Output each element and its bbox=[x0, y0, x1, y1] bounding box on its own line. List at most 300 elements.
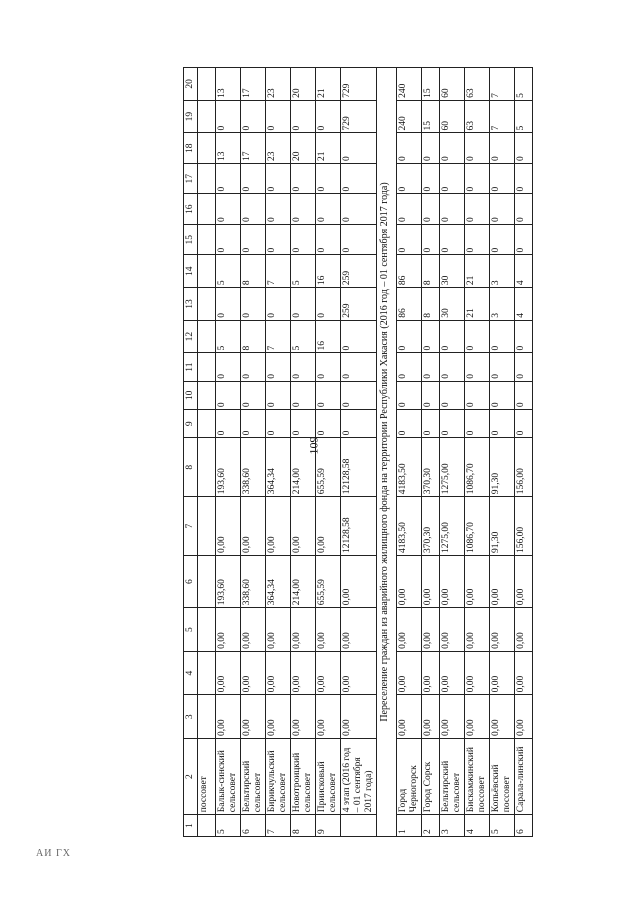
table-row bbox=[216, 68, 241, 837]
table-body bbox=[184, 68, 533, 837]
table-cell: 0,00 bbox=[397, 608, 422, 652]
table-cell: 0 bbox=[440, 194, 465, 224]
table-cell: 0 bbox=[440, 410, 465, 438]
table-cell: 338,60 bbox=[241, 438, 266, 497]
table-cell: 16 bbox=[316, 255, 341, 288]
table-row bbox=[490, 68, 515, 837]
table-cell bbox=[198, 320, 216, 353]
table-cell: 86 bbox=[397, 255, 422, 288]
table-cell: 0,00 bbox=[291, 651, 316, 695]
table-cell: 0,00 bbox=[465, 651, 490, 695]
table-cell bbox=[198, 100, 216, 133]
column-number-cell: 1 bbox=[184, 815, 198, 837]
table-cell bbox=[198, 815, 216, 837]
table-cell: 0 bbox=[422, 224, 440, 254]
table-cell: 0 bbox=[515, 224, 533, 254]
municipality-name-cell: Бирикчульский сельсовет bbox=[266, 738, 291, 814]
table-cell: 17 bbox=[241, 68, 266, 101]
table-cell: 0 bbox=[515, 353, 533, 381]
table-cell: 0 bbox=[341, 410, 377, 438]
table-cell: 156,00 bbox=[515, 438, 533, 497]
table-cell: 0 bbox=[216, 410, 241, 438]
table-cell: 5 bbox=[490, 815, 515, 837]
table-cell: 0,00 bbox=[490, 608, 515, 652]
table-cell: 6 bbox=[515, 815, 533, 837]
table-cell: 0,00 bbox=[465, 695, 490, 739]
column-number-cell: 19 bbox=[184, 100, 198, 133]
table-cell: 0,00 bbox=[216, 695, 241, 739]
rotated-table-container bbox=[183, 67, 533, 837]
table-cell: 0 bbox=[465, 381, 490, 409]
table-cell: 4 bbox=[515, 255, 533, 288]
table-cell: 3 bbox=[490, 288, 515, 321]
municipality-name-cell: 4 этап (2016 год – 01 сентября 2017 года) bbox=[341, 738, 377, 814]
table-cell: 0 bbox=[515, 163, 533, 193]
table-cell: 0,00 bbox=[291, 695, 316, 739]
table-cell: 259 bbox=[341, 255, 377, 288]
table-cell bbox=[341, 815, 377, 837]
table-cell: 0 bbox=[266, 381, 291, 409]
table-cell: 0 bbox=[422, 320, 440, 353]
table-cell: 0 bbox=[490, 353, 515, 381]
table-cell bbox=[198, 497, 216, 556]
table-cell: 655,59 bbox=[316, 438, 341, 497]
table-cell: 0 bbox=[341, 381, 377, 409]
table-cell: 0 bbox=[465, 194, 490, 224]
table-cell: 729 bbox=[341, 68, 377, 101]
section-title-row bbox=[377, 68, 397, 837]
table-cell: 0 bbox=[397, 163, 422, 193]
table-cell: 0 bbox=[422, 163, 440, 193]
table-cell: 1 bbox=[397, 815, 422, 837]
table-cell: 21 bbox=[465, 255, 490, 288]
table-cell: 0,00 bbox=[266, 608, 291, 652]
table-cell: 86 bbox=[397, 288, 422, 321]
table-cell: 0,00 bbox=[316, 651, 341, 695]
table-cell bbox=[198, 410, 216, 438]
table-cell: 8 bbox=[422, 288, 440, 321]
table-cell: 5 bbox=[291, 320, 316, 353]
table-cell: 0 bbox=[291, 288, 316, 321]
table-cell: 0,00 bbox=[266, 651, 291, 695]
page-number: 109 bbox=[306, 436, 321, 455]
table-cell: 5 bbox=[216, 320, 241, 353]
table-cell: 0,00 bbox=[490, 556, 515, 608]
table-cell: 0 bbox=[216, 224, 241, 254]
table-cell bbox=[198, 133, 216, 163]
table-cell: 1086,70 bbox=[465, 438, 490, 497]
table-cell: 23 bbox=[266, 68, 291, 101]
table-cell bbox=[198, 68, 216, 101]
column-number-cell: 6 bbox=[184, 556, 198, 608]
table-cell: 0 bbox=[216, 288, 241, 321]
table-cell: 0 bbox=[440, 353, 465, 381]
table-cell: 0 bbox=[241, 224, 266, 254]
table-cell: 0 bbox=[241, 194, 266, 224]
table-cell: 0,00 bbox=[465, 608, 490, 652]
table-cell: 0 bbox=[316, 381, 341, 409]
table-cell: 20 bbox=[291, 68, 316, 101]
table-cell: 0,00 bbox=[316, 608, 341, 652]
table-row bbox=[397, 68, 422, 837]
table-cell: 0 bbox=[490, 163, 515, 193]
table-cell: 21 bbox=[316, 68, 341, 101]
table-cell: 0 bbox=[266, 410, 291, 438]
table-cell: 0,00 bbox=[216, 608, 241, 652]
column-number-cell: 4 bbox=[184, 651, 198, 695]
table-cell: 5 bbox=[515, 100, 533, 133]
table-cell: 0 bbox=[397, 381, 422, 409]
table-cell: 0 bbox=[465, 163, 490, 193]
table-cell: 0,00 bbox=[422, 556, 440, 608]
table-cell: 729 bbox=[341, 100, 377, 133]
table-cell: 0 bbox=[291, 194, 316, 224]
table-cell: 0,00 bbox=[490, 651, 515, 695]
table-cell: 0 bbox=[465, 224, 490, 254]
municipality-name-cell: Город Черногорск bbox=[397, 738, 422, 814]
table-cell: 0,00 bbox=[291, 608, 316, 652]
table-cell: 0 bbox=[341, 320, 377, 353]
table-cell: 156,00 bbox=[515, 497, 533, 556]
table-row bbox=[422, 68, 440, 837]
table-cell: 0 bbox=[266, 353, 291, 381]
table-cell: 0,00 bbox=[515, 651, 533, 695]
table-row bbox=[341, 68, 377, 837]
table-cell: 8 bbox=[422, 255, 440, 288]
table-cell: 240 bbox=[397, 100, 422, 133]
table-row bbox=[515, 68, 533, 837]
municipality-name-cell: Копьёвский поссовет bbox=[490, 738, 515, 814]
table-cell: 0 bbox=[440, 381, 465, 409]
table-cell bbox=[198, 381, 216, 409]
table-cell: 0,00 bbox=[397, 651, 422, 695]
table-cell: 0,00 bbox=[440, 651, 465, 695]
table-cell: 0 bbox=[316, 194, 341, 224]
column-number-cell: 18 bbox=[184, 133, 198, 163]
table-cell: 0,00 bbox=[341, 556, 377, 608]
table-cell: 0 bbox=[490, 133, 515, 163]
table-cell bbox=[198, 695, 216, 739]
table-cell: 0 bbox=[397, 353, 422, 381]
table-cell: 8 bbox=[291, 815, 316, 837]
table-cell: 0 bbox=[341, 224, 377, 254]
table-row bbox=[266, 68, 291, 837]
table-cell: 0 bbox=[490, 381, 515, 409]
table-cell: 364,34 bbox=[266, 438, 291, 497]
table-cell: 20 bbox=[291, 133, 316, 163]
table-cell: 0,00 bbox=[515, 695, 533, 739]
table-cell: 214,00 bbox=[291, 438, 316, 497]
table-cell: 0,00 bbox=[440, 608, 465, 652]
table-cell: 0 bbox=[397, 410, 422, 438]
table-cell: 1275,00 bbox=[440, 497, 465, 556]
table-cell: 0 bbox=[316, 163, 341, 193]
table-cell: 0 bbox=[216, 100, 241, 133]
municipality-name-cell: Новотроицкий сельсовет bbox=[291, 738, 316, 814]
municipality-name-cell: Приисковый сельсовет bbox=[316, 738, 341, 814]
table-cell: 0,00 bbox=[316, 695, 341, 739]
table-cell: 0 bbox=[515, 194, 533, 224]
column-number-cell: 5 bbox=[184, 608, 198, 652]
table-cell: 0 bbox=[440, 163, 465, 193]
table-cell: 0 bbox=[465, 353, 490, 381]
table-cell: 0 bbox=[291, 353, 316, 381]
table-cell: 16 bbox=[316, 320, 341, 353]
column-number-cell: 16 bbox=[184, 194, 198, 224]
table-row bbox=[465, 68, 490, 837]
table-cell: 0,00 bbox=[266, 695, 291, 739]
table-cell: 370,30 bbox=[422, 438, 440, 497]
table-cell: 5 bbox=[216, 255, 241, 288]
table-cell: 5 bbox=[291, 255, 316, 288]
table-cell: 0 bbox=[241, 288, 266, 321]
table-cell: 370,30 bbox=[422, 497, 440, 556]
table-cell: 0 bbox=[341, 194, 377, 224]
table-cell: 0 bbox=[465, 320, 490, 353]
table-cell: 1086,70 bbox=[465, 497, 490, 556]
table-cell: 30 bbox=[440, 255, 465, 288]
table-cell: 0,00 bbox=[422, 651, 440, 695]
column-number-cell: 15 bbox=[184, 224, 198, 254]
table-cell: 0 bbox=[440, 133, 465, 163]
table-cell: 0 bbox=[316, 410, 341, 438]
table-cell: 0,00 bbox=[216, 497, 241, 556]
table-cell: 0 bbox=[241, 381, 266, 409]
table-row bbox=[198, 68, 216, 837]
table-cell: 0,00 bbox=[440, 556, 465, 608]
municipality-name-cell: Город Сорск bbox=[422, 738, 440, 814]
table-cell: 0 bbox=[241, 410, 266, 438]
table-cell: 0 bbox=[316, 288, 341, 321]
municipality-name-cell: Бельтирский сельсовет bbox=[440, 738, 465, 814]
column-number-row bbox=[184, 68, 198, 837]
table-cell: 0 bbox=[422, 410, 440, 438]
table-cell: 240 bbox=[397, 68, 422, 101]
table-cell: 0,00 bbox=[241, 695, 266, 739]
table-cell: 0,00 bbox=[422, 608, 440, 652]
table-cell: 60 bbox=[440, 100, 465, 133]
column-number-cell: 20 bbox=[184, 68, 198, 101]
table-cell: 0 bbox=[291, 224, 316, 254]
table-cell: 30 bbox=[440, 288, 465, 321]
table-cell: 0 bbox=[316, 353, 341, 381]
municipality-name-cell: Балык-синский сельсовет bbox=[216, 738, 241, 814]
column-number-cell: 12 bbox=[184, 320, 198, 353]
table-cell: 0 bbox=[515, 320, 533, 353]
stamp-mark: АИ ГХ bbox=[36, 848, 71, 859]
table-cell: 193,60 bbox=[216, 556, 241, 608]
table-cell: 0 bbox=[266, 288, 291, 321]
table-cell: 17 bbox=[241, 133, 266, 163]
table-cell bbox=[198, 556, 216, 608]
municipality-name-cell: Бельтирский сельсовет bbox=[241, 738, 266, 814]
table-cell: 5 bbox=[515, 68, 533, 101]
table-cell: 0,00 bbox=[422, 695, 440, 739]
table-cell: 0,00 bbox=[266, 497, 291, 556]
column-number-cell: 9 bbox=[184, 410, 198, 438]
table-cell: 60 bbox=[440, 68, 465, 101]
table-cell: 0,00 bbox=[316, 497, 341, 556]
column-number-cell: 17 bbox=[184, 163, 198, 193]
table-cell: 0 bbox=[397, 133, 422, 163]
table-cell: 21 bbox=[316, 133, 341, 163]
table-cell: 4183,50 bbox=[397, 497, 422, 556]
table-cell: 0 bbox=[422, 353, 440, 381]
table-cell: 0 bbox=[266, 163, 291, 193]
table-cell: 214,00 bbox=[291, 556, 316, 608]
table-cell: 91,30 bbox=[490, 497, 515, 556]
table-cell: 0 bbox=[465, 133, 490, 163]
column-number-cell: 7 bbox=[184, 497, 198, 556]
table-cell: 2 bbox=[422, 815, 440, 837]
table-cell: 0,00 bbox=[241, 497, 266, 556]
table-cell: 259 bbox=[341, 288, 377, 321]
table-cell: 0,00 bbox=[341, 608, 377, 652]
table-cell: 0,00 bbox=[216, 651, 241, 695]
table-cell: 6 bbox=[241, 815, 266, 837]
table-cell bbox=[198, 438, 216, 497]
table-cell: 8 bbox=[241, 320, 266, 353]
table-row bbox=[316, 68, 341, 837]
table-cell: 0 bbox=[266, 194, 291, 224]
table-cell bbox=[198, 163, 216, 193]
table-cell: 4 bbox=[465, 815, 490, 837]
table-cell: 0 bbox=[440, 320, 465, 353]
column-number-cell: 11 bbox=[184, 353, 198, 381]
table-cell: 0 bbox=[490, 320, 515, 353]
table-cell: 91,30 bbox=[490, 438, 515, 497]
column-number-cell: 8 bbox=[184, 438, 198, 497]
table-cell: 0,00 bbox=[397, 556, 422, 608]
table-cell: 0,00 bbox=[515, 608, 533, 652]
table-cell: 0 bbox=[241, 353, 266, 381]
table-cell: 0 bbox=[422, 194, 440, 224]
table-cell: 0 bbox=[216, 353, 241, 381]
table-cell: 0,00 bbox=[241, 651, 266, 695]
table-cell: 3 bbox=[440, 815, 465, 837]
table-cell: 0,00 bbox=[440, 695, 465, 739]
municipality-name-cell: поссовет bbox=[198, 738, 216, 814]
table-cell: 1275,00 bbox=[440, 438, 465, 497]
table-cell bbox=[198, 651, 216, 695]
table-cell: 0 bbox=[341, 353, 377, 381]
table-row bbox=[440, 68, 465, 837]
column-number-cell: 14 bbox=[184, 255, 198, 288]
table-cell bbox=[198, 194, 216, 224]
table-cell: 15 bbox=[422, 100, 440, 133]
table-cell: 0 bbox=[291, 100, 316, 133]
table-cell: 0 bbox=[397, 224, 422, 254]
table-cell: 0 bbox=[490, 410, 515, 438]
table-cell: 0,00 bbox=[515, 556, 533, 608]
table-cell: 13 bbox=[216, 68, 241, 101]
table-cell: 15 bbox=[422, 68, 440, 101]
table-cell: 0 bbox=[490, 194, 515, 224]
table-cell: 0 bbox=[515, 381, 533, 409]
table-cell: 7 bbox=[490, 100, 515, 133]
table-cell: 0 bbox=[291, 163, 316, 193]
table-cell: 193,60 bbox=[216, 438, 241, 497]
table-cell: 0 bbox=[316, 224, 341, 254]
table-cell bbox=[198, 353, 216, 381]
table-cell: 4183,50 bbox=[397, 438, 422, 497]
column-number-cell: 13 bbox=[184, 288, 198, 321]
table-cell: 0 bbox=[266, 100, 291, 133]
table-cell: 0 bbox=[291, 381, 316, 409]
table-cell: 0,00 bbox=[341, 651, 377, 695]
resettlement-table bbox=[183, 67, 533, 837]
table-cell: 0 bbox=[216, 194, 241, 224]
table-cell: 0 bbox=[397, 320, 422, 353]
table-cell: 0 bbox=[216, 381, 241, 409]
table-cell: 7 bbox=[266, 255, 291, 288]
table-cell: 0,00 bbox=[241, 608, 266, 652]
table-cell: 0 bbox=[490, 224, 515, 254]
table-cell: 23 bbox=[266, 133, 291, 163]
table-cell: 13 bbox=[216, 133, 241, 163]
table-cell bbox=[198, 255, 216, 288]
table-cell: 0 bbox=[465, 410, 490, 438]
table-cell: 0,00 bbox=[490, 695, 515, 739]
column-number-cell: 2 bbox=[184, 738, 198, 814]
table-cell: 0,00 bbox=[341, 695, 377, 739]
table-cell bbox=[198, 224, 216, 254]
table-cell: 7 bbox=[490, 68, 515, 101]
table-cell: 0 bbox=[515, 410, 533, 438]
table-cell: 0 bbox=[422, 381, 440, 409]
table-cell: 9 bbox=[316, 815, 341, 837]
table-cell bbox=[198, 288, 216, 321]
table-cell: 4 bbox=[515, 288, 533, 321]
table-cell: 0,00 bbox=[291, 497, 316, 556]
table-row bbox=[241, 68, 266, 837]
table-cell: 0 bbox=[241, 100, 266, 133]
table-cell: 12128,58 bbox=[341, 497, 377, 556]
table-cell: 0 bbox=[266, 224, 291, 254]
table-cell: 8 bbox=[241, 255, 266, 288]
table-cell: 338,60 bbox=[241, 556, 266, 608]
table-cell: 0 bbox=[316, 100, 341, 133]
table-cell: 7 bbox=[266, 320, 291, 353]
table-cell: 5 bbox=[216, 815, 241, 837]
table-cell: 3 bbox=[490, 255, 515, 288]
municipality-name-cell: Бискамжинский поссовет bbox=[465, 738, 490, 814]
table-cell: 63 bbox=[465, 68, 490, 101]
table-cell: 12128,58 bbox=[341, 438, 377, 497]
table-cell: 364,34 bbox=[266, 556, 291, 608]
table-cell: 0 bbox=[422, 133, 440, 163]
table-cell bbox=[198, 608, 216, 652]
table-cell: 0 bbox=[515, 133, 533, 163]
municipality-name-cell: Сарала-линский bbox=[515, 738, 533, 814]
table-cell: 21 bbox=[465, 288, 490, 321]
table-cell: 0,00 bbox=[397, 695, 422, 739]
table-cell: 0,00 bbox=[465, 556, 490, 608]
table-cell: 0 bbox=[341, 133, 377, 163]
table-cell: 63 bbox=[465, 100, 490, 133]
table-cell: 655,59 bbox=[316, 556, 341, 608]
table-cell: 0 bbox=[440, 224, 465, 254]
column-number-cell: 3 bbox=[184, 695, 198, 739]
table-cell: 0 bbox=[341, 163, 377, 193]
column-number-cell: 10 bbox=[184, 381, 198, 409]
section-title: Переселение граждан из аварийного жилищного фонда на территории Республики Хакасия (2016 год – 01 сентября 2017 года) bbox=[377, 68, 397, 837]
table-cell: 7 bbox=[266, 815, 291, 837]
table-row bbox=[291, 68, 316, 837]
table-cell: 0 bbox=[291, 410, 316, 438]
table-cell: 0 bbox=[216, 163, 241, 193]
table-cell: 0 bbox=[397, 194, 422, 224]
